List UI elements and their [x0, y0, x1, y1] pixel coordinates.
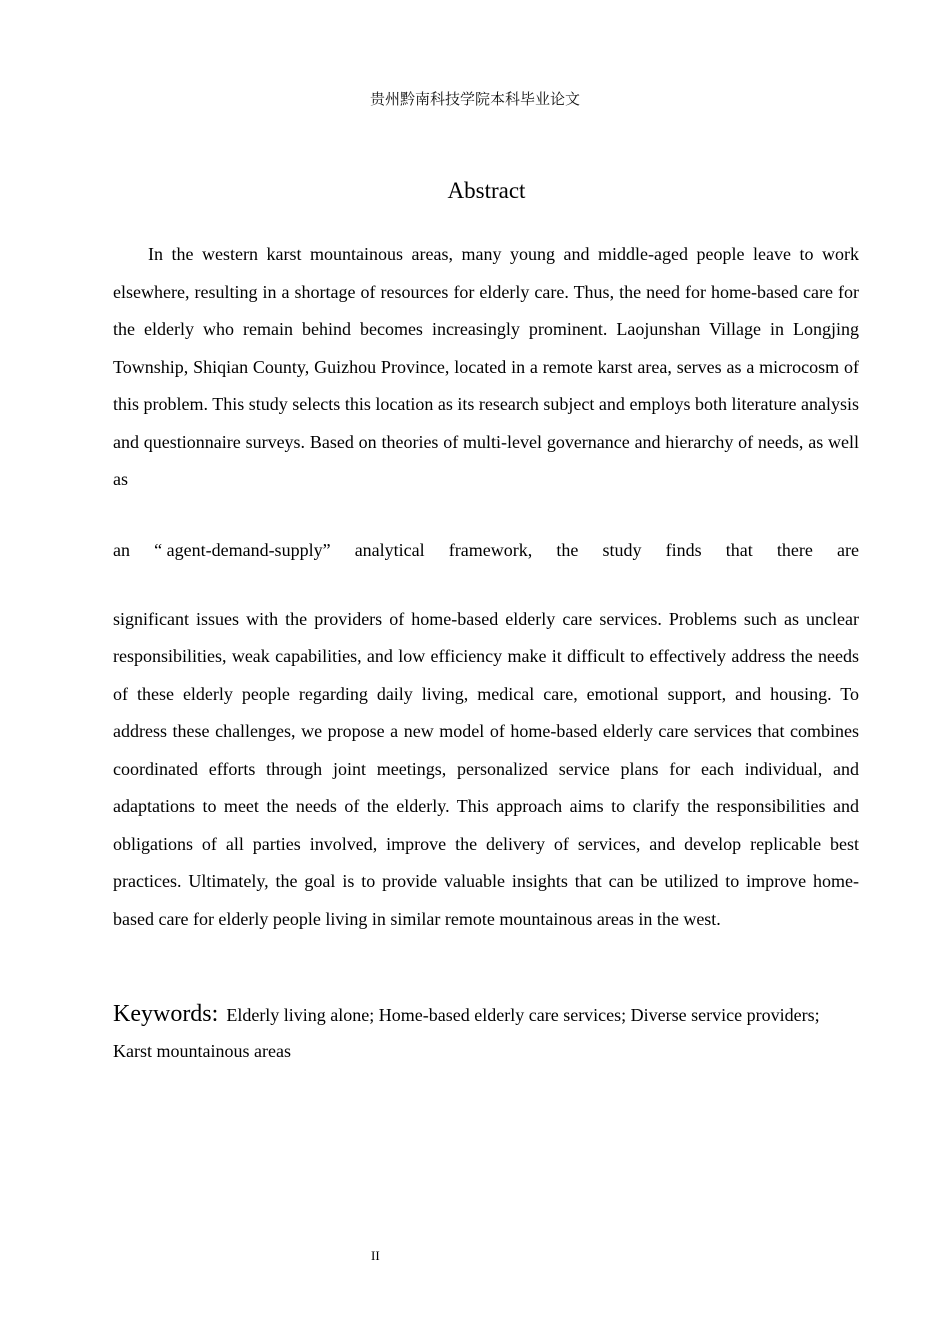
word: that: [725, 539, 753, 560]
abstract-body: [113, 236, 859, 938]
word: the: [556, 539, 579, 560]
word: are: [837, 539, 859, 560]
abstract-paragraph-part2: significant issues with the providers of home-based elderly care services. Problems such as unclear responsibilities, weak capabilities, and low efficiency make it difficult to effectively address the needs of these elderly people regarding daily living, medical care, emotional support, and housing. To address these challenges, we propose a new model of home-based elderly care services that combines coordinated efforts through joint meetings, personalized service plans for each individual, and adaptations to meet the needs of the elderly. This approach aims to clarify the responsibilities and obligations of all parties involved, improve the delivery of services, and develop replicable best practices. Ultimately, the goal is to provide valuable insights that can be utilized to improve home-based care for elderly people living in similar remote mountainous areas in the west.: [113, 608, 859, 929]
word: analytical: [354, 539, 425, 560]
abstract-framework-line: [113, 499, 859, 601]
word: finds: [665, 539, 702, 560]
framework-quote: “ agent-demand-supply”: [154, 539, 331, 560]
word: framework,: [448, 539, 533, 560]
abstract-paragraph-part1: In the western karst mountainous areas, many young and middle-aged people leave to work elsewhere, resulting in a shortage of resources for elderly care. Thus, the need for home-based care for the elderly who remain behind becomes increasingly prominent. Laojunshan Village in Longjing Township, Shiqian County, Guizhou Province, located in a remote karst area, serves as a microcosm of this problem. This study selects this location as its research subject and employs both literature analysis and questionnaire surveys. Based on theories of multi-level governance and hierarchy of needs, as well as: [113, 244, 859, 489]
word: there: [776, 539, 813, 560]
page-number: II: [371, 1248, 380, 1263]
keywords-block: [113, 996, 859, 1069]
keywords-text: Elderly living alone; Home-based elderly care services; Diverse service providers; Karst mountainous areas: [113, 1005, 820, 1061]
page-header: 贵州黔南科技学院本科毕业论文: [369, 90, 580, 108]
abstract-title: Abstract: [447, 178, 526, 203]
word: an: [113, 539, 130, 560]
keywords-label: Keywords:: [113, 1001, 219, 1027]
word: study: [602, 539, 642, 560]
